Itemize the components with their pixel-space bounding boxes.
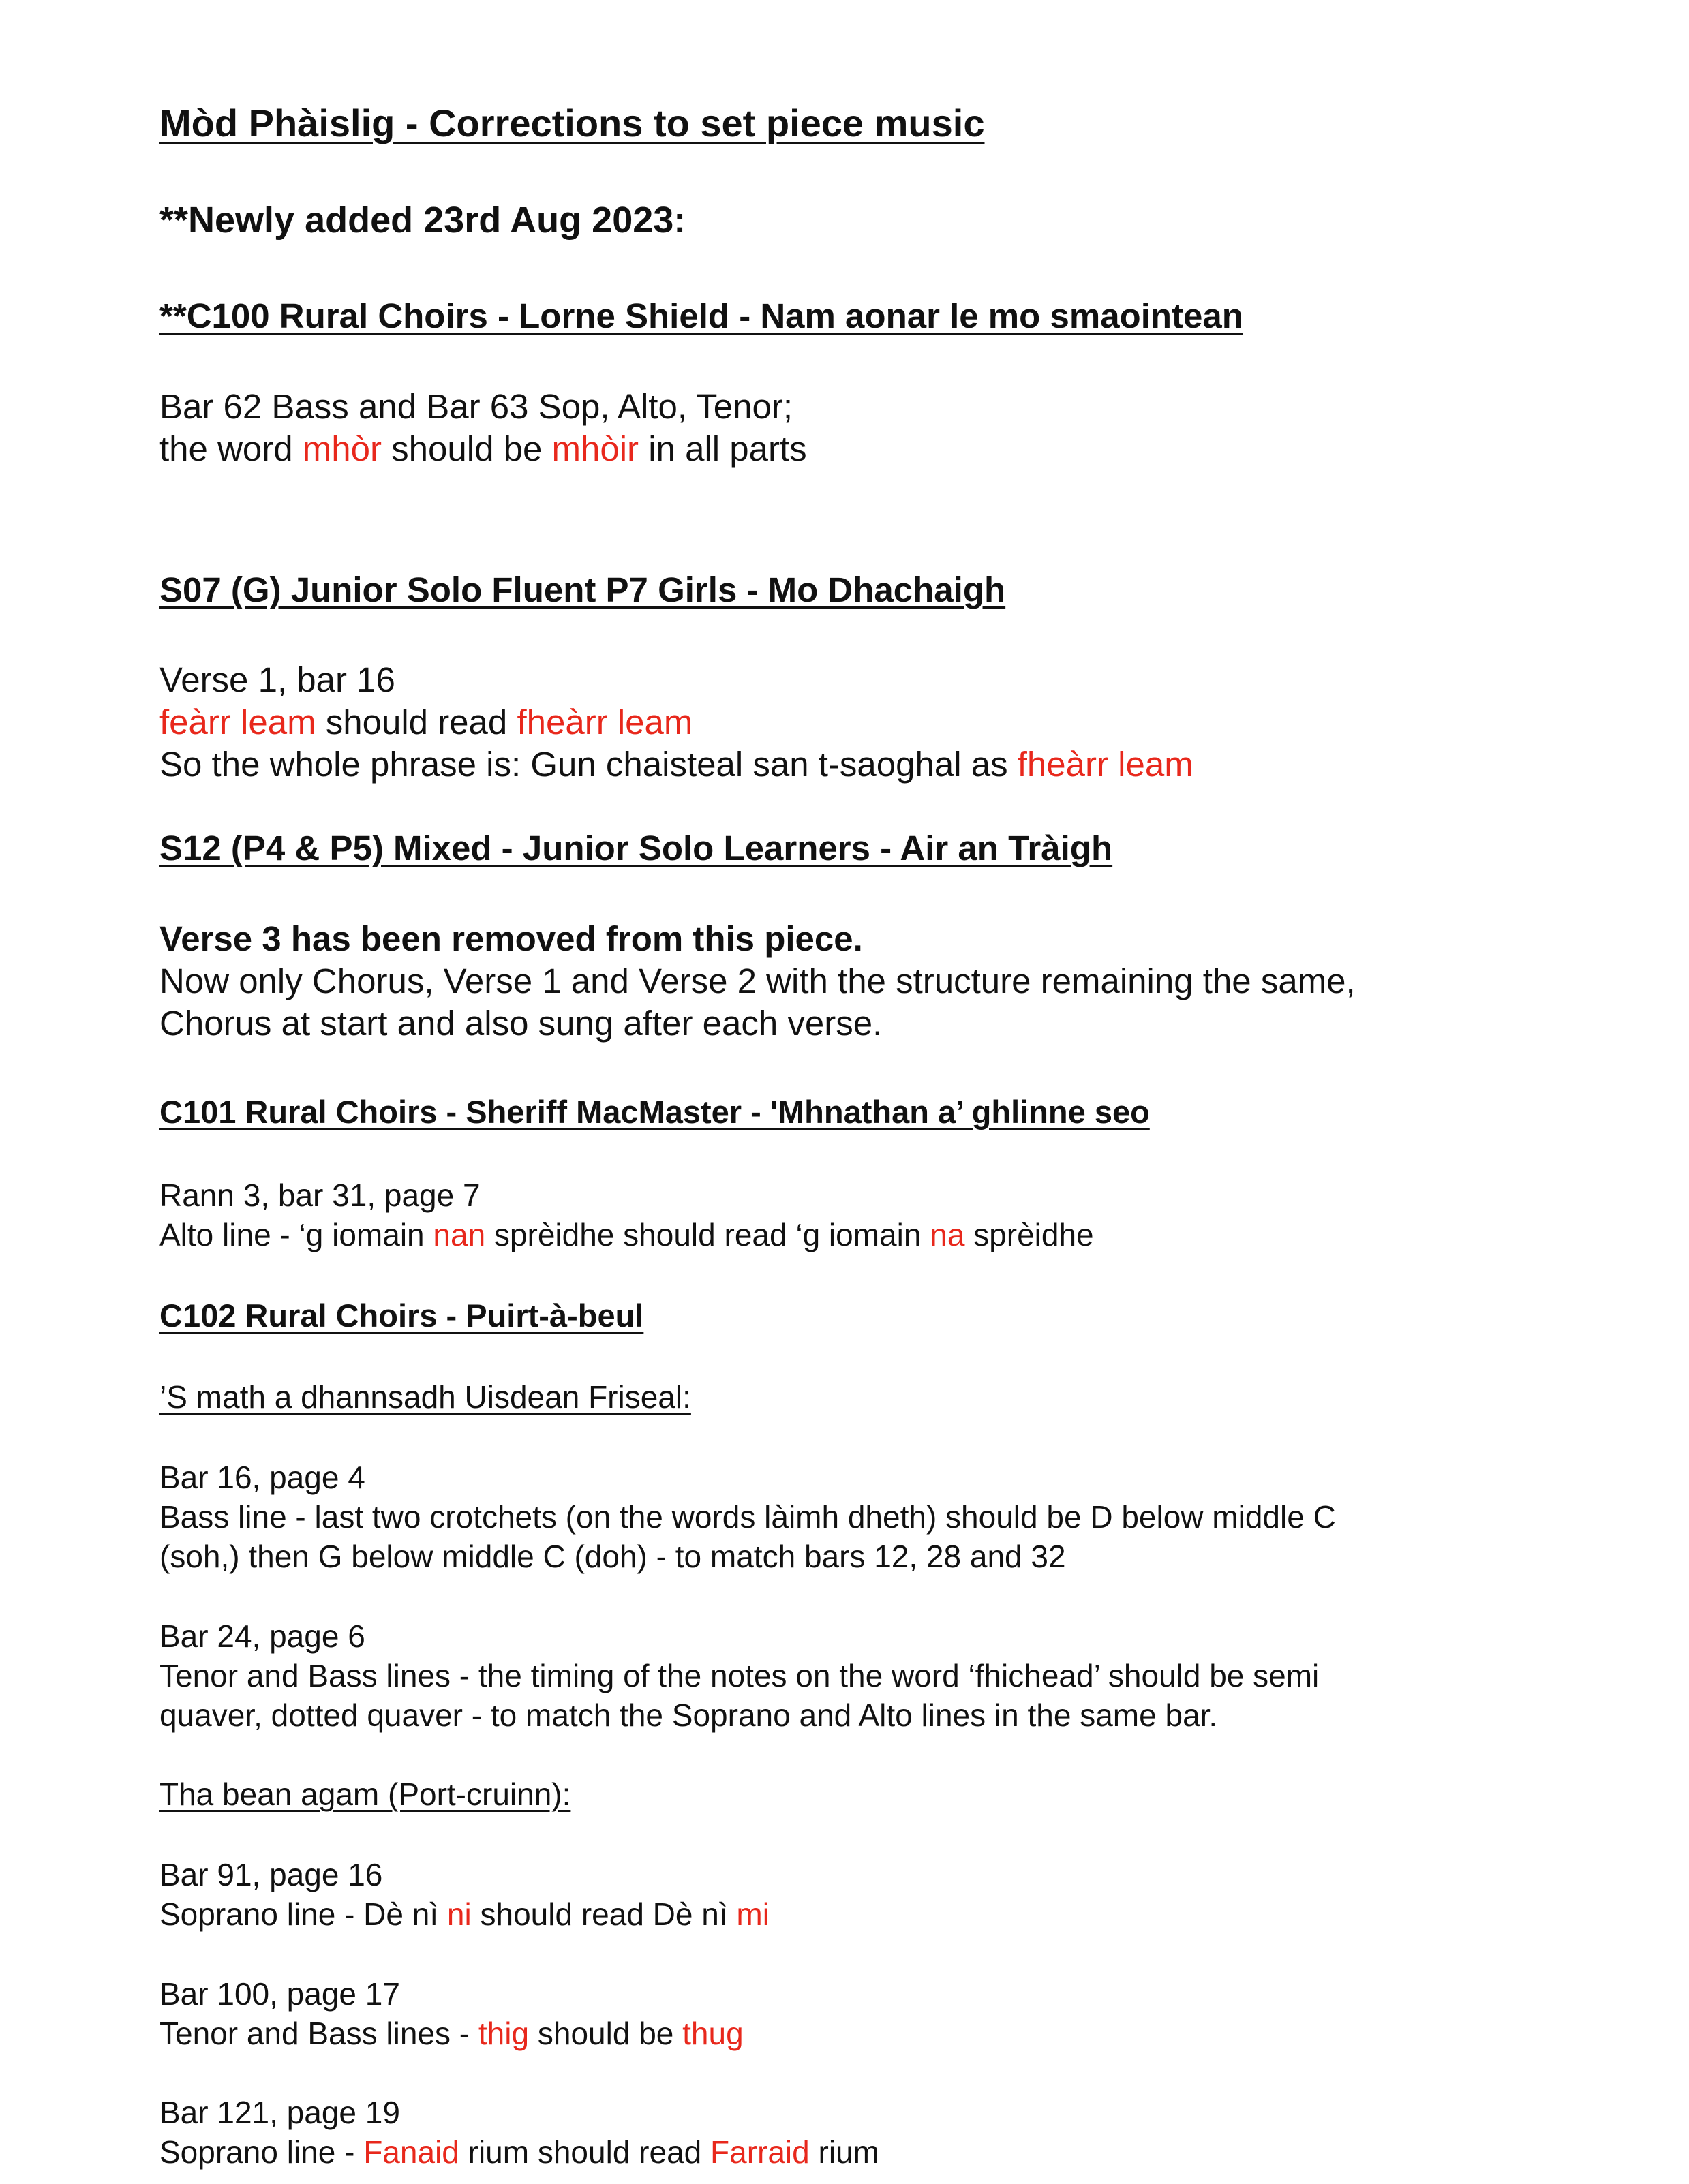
new-word: Farraid: [710, 2134, 810, 2170]
c102-song-1: ’S math a dhannsadh Uisdean Friseal:: [159, 1379, 691, 1415]
c102-bar16-line2: (soh,) then G below middle C (doh) - to match bars 12, 28 and 32: [159, 1539, 1066, 1574]
s12-structure-line2: Chorus at start and also sung after each verse.: [159, 1004, 883, 1043]
section-heading-s07: S07 (G) Junior Solo Fluent P7 Girls - Mo Dhachaigh: [159, 570, 1006, 609]
c102-bar100-ref: Bar 100, page 17: [159, 1976, 400, 2012]
new-word: thug: [682, 2016, 744, 2051]
section-heading-c102: C102 Rural Choirs - Puirt-à-beul: [159, 1297, 644, 1334]
section-heading-c100: **C100 Rural Choirs - Lorne Shield - Nam aonar le mo smaointean: [159, 296, 1243, 335]
s12-removed-note: Verse 3 has been removed from this piece.: [159, 919, 863, 958]
old-word: Fanaid: [363, 2134, 459, 2170]
c101-bar-ref: Rann 3, bar 31, page 7: [159, 1178, 481, 1213]
c102-bar91-correction: Soprano line - Dè nì ni should read Dè nì mi: [159, 1896, 770, 1932]
old-word: ni: [446, 1896, 472, 1932]
new-word: na: [930, 1217, 965, 1252]
section-heading-s12: S12 (P4 & P5) Mixed - Junior Solo Learners - Air an Tràigh: [159, 829, 1113, 867]
s07-bar-ref: Verse 1, bar 16: [159, 660, 395, 699]
newly-added-note: **Newly added 23rd Aug 2023:: [159, 200, 686, 241]
s07-phrase: So the whole phrase is: Gun chaisteal san t-saoghal as fheàrr leam: [159, 745, 1193, 784]
s12-structure-line1: Now only Chorus, Verse 1 and Verse 2 with the structure remaining the same,: [159, 962, 1356, 1000]
new-word: mi: [736, 1896, 770, 1932]
old-word: nan: [433, 1217, 486, 1252]
c102-bar24-ref: Bar 24, page 6: [159, 1618, 365, 1654]
c100-bar-ref: Bar 62 Bass and Bar 63 Sop, Alto, Tenor;: [159, 387, 793, 426]
c102-bar16-ref: Bar 16, page 4: [159, 1460, 365, 1495]
c102-bar121-correction: Soprano line - Fanaid rium should read Farraid rium: [159, 2134, 879, 2170]
s07-correction: feàrr leam should read fheàrr leam: [159, 703, 693, 741]
c102-bar16-line1: Bass line - last two crotchets (on the words làimh dheth) should be D below middle C: [159, 1499, 1336, 1535]
c102-bar121-ref: Bar 121, page 19: [159, 2095, 400, 2130]
c102-bar100-correction: Tenor and Bass lines - thig should be thug: [159, 2016, 744, 2051]
c102-bar24-line2: quaver, dotted quaver - to match the Soprano and Alto lines in the same bar.: [159, 1697, 1218, 1733]
page-title: Mòd Phàislig - Corrections to set piece music: [159, 102, 985, 144]
c102-song-2: Tha bean agam (Port-cruinn):: [159, 1777, 571, 1812]
old-word: thig: [478, 2016, 530, 2051]
section-heading-c101: C101 Rural Choirs - Sheriff MacMaster - 'Mhnathan a’ ghlinne seo: [159, 1094, 1150, 1130]
new-word: mhòir: [551, 429, 639, 468]
c102-bar24-line1: Tenor and Bass lines - the timing of the notes on the word ‘fhichead’ should be semi: [159, 1658, 1320, 1693]
c101-correction: Alto line - ‘g iomain nan sprèidhe should read ‘g iomain na sprèidhe: [159, 1217, 1094, 1252]
c100-correction: the word mhòr should be mhòir in all parts: [159, 429, 807, 468]
new-word: fheàrr leam: [517, 703, 693, 741]
old-word: feàrr leam: [159, 703, 316, 741]
c102-bar91-ref: Bar 91, page 16: [159, 1857, 383, 1892]
old-word: mhòr: [302, 429, 382, 468]
new-word: fheàrr leam: [1017, 745, 1193, 784]
